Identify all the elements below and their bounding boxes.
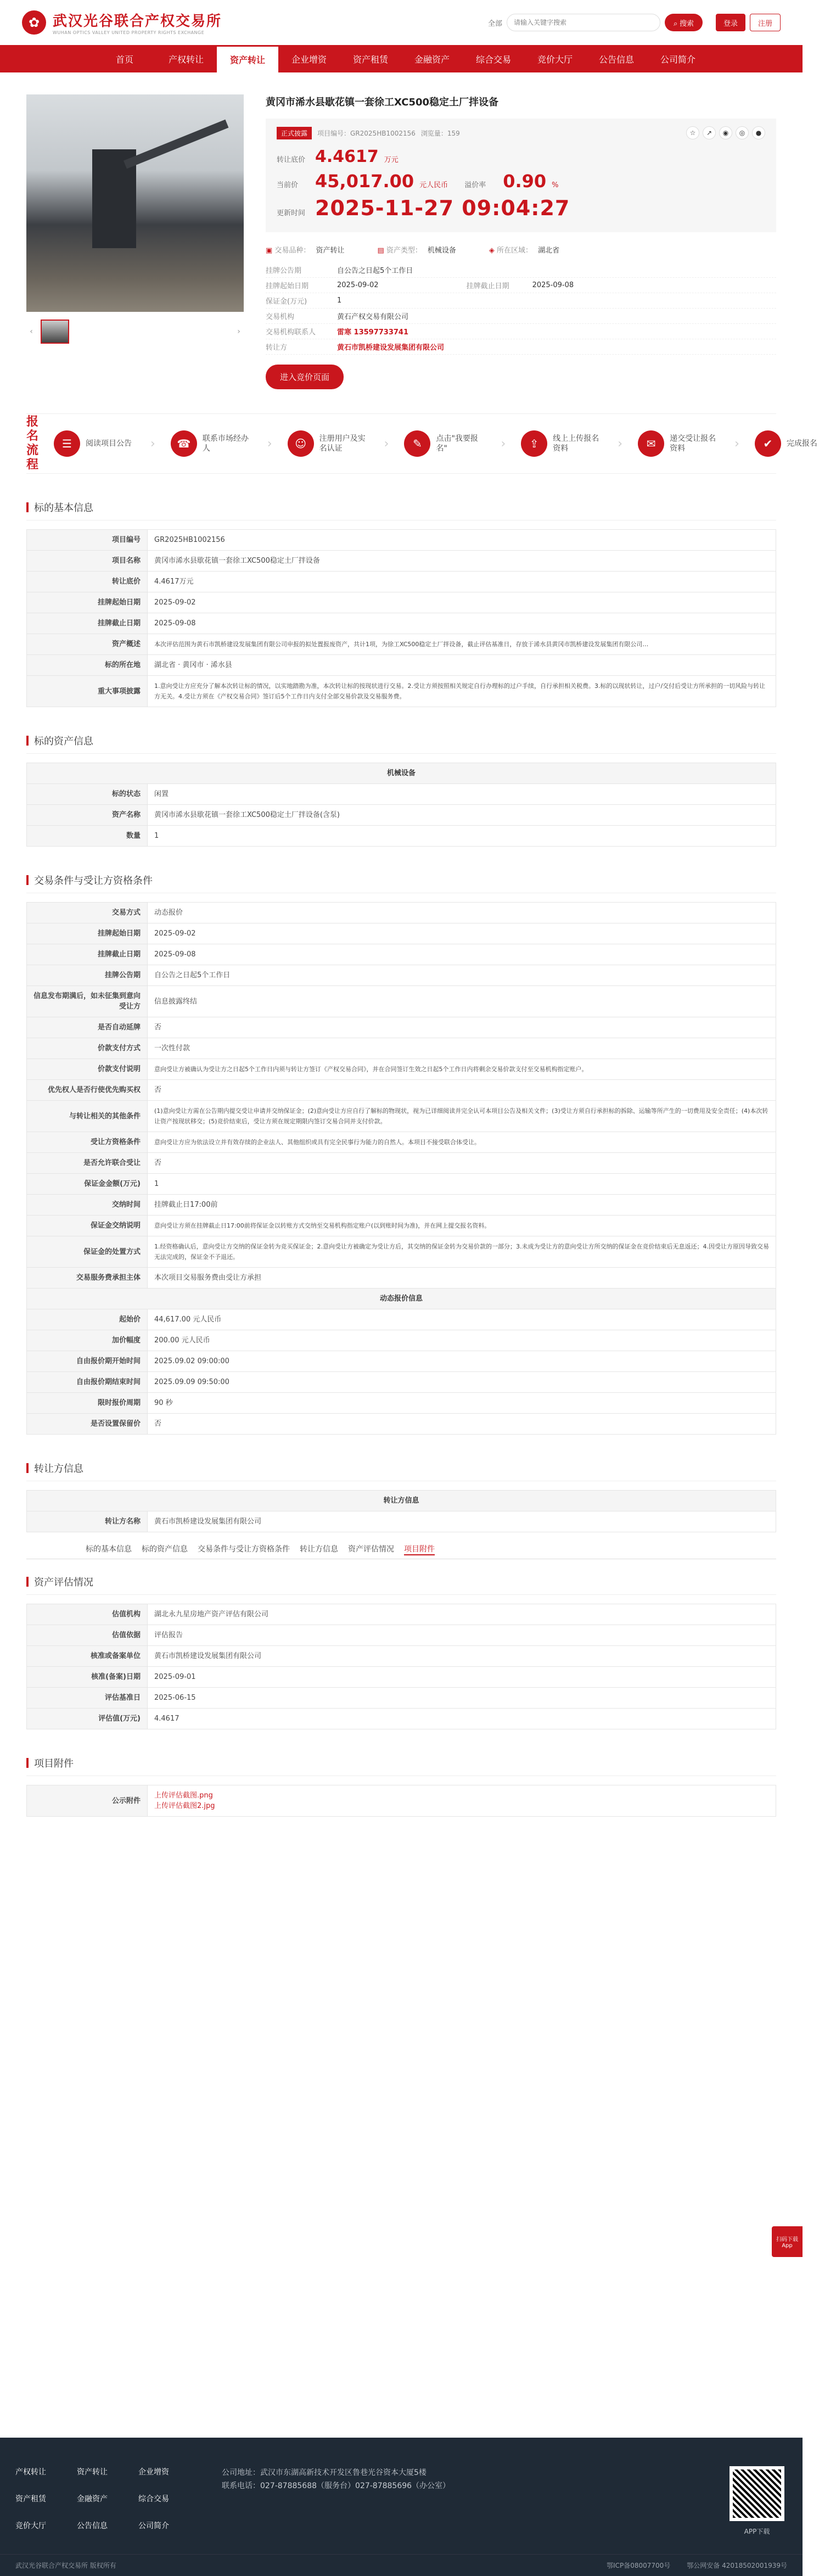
detail-row bbox=[266, 262, 776, 278]
row-value: 2025-09-08 bbox=[148, 613, 776, 634]
row-value: 本次评估范围为黄石市凯桥建设发展集团有限公司申报的拟处置报废资产，共计1项，为徐工XC500稳定土厂拌设备，截止评估基准日，存放于浠水县黄冈市凯桥建设发展集团有限公司… bbox=[148, 634, 776, 655]
row-label: 资产概述 bbox=[27, 634, 148, 655]
row-value: 本次项目交易服务费由受让方承担 bbox=[148, 1268, 776, 1289]
group-title: 动态报价信息 bbox=[27, 1289, 776, 1309]
row-value: (1)意向受让方需在公告期内提交受让申请并交纳保证金；(2)意向受让方应自行了解标的物现状，视为已详细阅读并完全认可本项目公告及相关文件；(3)受让方须自行承担标的拆除、运输等所产生的一切费用及安全责任；(4)本次转让资产按现状移交；(5)竞价结束后，受让方须在规定期限内签订交易合同并支付价款。 bbox=[148, 1101, 776, 1132]
row-value: 2025.09.02 09:00:00 bbox=[148, 1351, 776, 1372]
step-item bbox=[54, 430, 135, 457]
footer-link[interactable]: 金融资产 bbox=[77, 2495, 108, 2504]
table-row bbox=[27, 1017, 776, 1038]
row-label: 挂牌公告期 bbox=[27, 965, 148, 986]
qq-icon[interactable]: ● bbox=[752, 126, 765, 139]
row-value: 1 bbox=[148, 826, 776, 847]
weibo-icon[interactable]: ◎ bbox=[736, 126, 749, 139]
row-value: 否 bbox=[148, 1017, 776, 1038]
section-marker bbox=[26, 502, 29, 512]
copyright: 武汉光谷联合产权交易所 版权所有 bbox=[15, 2562, 116, 2569]
attachment-label: 公示附件 bbox=[27, 1785, 148, 1817]
login-button[interactable]: 登录 bbox=[716, 14, 745, 31]
detail-label: 挂牌截止日期 bbox=[466, 282, 509, 290]
row-label: 估值机构 bbox=[27, 1604, 148, 1625]
table-row bbox=[27, 1101, 776, 1132]
detail-label: 转让方 bbox=[266, 344, 288, 352]
search-button-label: 搜索 bbox=[679, 19, 694, 27]
table-row bbox=[27, 903, 776, 923]
project-details bbox=[266, 262, 776, 355]
table-row bbox=[27, 1195, 776, 1216]
footer-link[interactable]: 综合交易 bbox=[138, 2495, 169, 2504]
reserve-price-unit: 万元 bbox=[384, 156, 399, 164]
section-transferor bbox=[26, 1461, 776, 1532]
asset-info-table bbox=[26, 763, 776, 847]
row-label: 加价幅度 bbox=[27, 1330, 148, 1351]
table-row bbox=[27, 572, 776, 592]
row-label: 资产名称 bbox=[27, 805, 148, 826]
table-row bbox=[27, 1059, 776, 1080]
thumbnail-image[interactable] bbox=[41, 320, 69, 344]
row-value: GR2025HB1002156 bbox=[148, 530, 776, 551]
row-value: 评估报告 bbox=[148, 1625, 776, 1646]
logo-mark-icon: ✿ bbox=[22, 10, 46, 35]
row-value: 2025-09-01 bbox=[148, 1667, 776, 1688]
section-tab[interactable]: 标的基本信息 bbox=[86, 1545, 132, 1554]
top-bar bbox=[0, 0, 803, 45]
detail-value: 1 bbox=[337, 296, 342, 305]
section-title: 交易条件与受让方资格条件 bbox=[34, 875, 153, 887]
row-label: 重大事项披露 bbox=[27, 676, 148, 707]
row-label: 价款支付说明 bbox=[27, 1059, 148, 1080]
section-basic-info bbox=[26, 500, 776, 707]
table-row bbox=[27, 1216, 776, 1236]
detail-label: 挂牌起始日期 bbox=[266, 282, 309, 290]
row-label: 限时报价周期 bbox=[27, 1393, 148, 1414]
current-bid-unit: 元人民币 bbox=[419, 181, 448, 189]
premium-rate: 0.90 bbox=[503, 171, 547, 192]
detail-label: 交易机构联系人 bbox=[266, 328, 316, 337]
row-value: 2025-09-02 bbox=[148, 923, 776, 944]
row-label: 保证金交纳说明 bbox=[27, 1216, 148, 1236]
row-label: 项目编号 bbox=[27, 530, 148, 551]
step-icon: ☺ bbox=[288, 430, 314, 457]
view-count: 浏览量：159 bbox=[420, 129, 460, 137]
detail-value: 雷寒 13597733741 bbox=[337, 328, 409, 337]
table-row bbox=[27, 1393, 776, 1414]
step-item bbox=[521, 430, 602, 457]
table-row bbox=[27, 613, 776, 634]
section-valuation bbox=[26, 1575, 776, 1729]
table-row bbox=[27, 1625, 776, 1646]
trade-type-value: 资产转让 bbox=[316, 247, 345, 255]
nav-item[interactable]: 企业增资 bbox=[291, 54, 327, 65]
update-time: 2025-11-27 09:04:27 bbox=[315, 196, 570, 220]
table-row bbox=[27, 551, 776, 572]
project-meta bbox=[266, 244, 776, 255]
row-value: 意向受让方应为依法设立并有效存续的企业法人、其他组织或具有完全民事行为能力的自然人。本项目不接受联合体受让。 bbox=[148, 1132, 776, 1153]
step-item bbox=[638, 430, 719, 457]
table-row bbox=[27, 805, 776, 826]
table-row bbox=[27, 784, 776, 805]
registration-steps bbox=[26, 413, 817, 474]
step-item bbox=[755, 430, 836, 457]
row-label: 交易服务费承担主体 bbox=[27, 1268, 148, 1289]
asset-type-label: 资产类型： bbox=[386, 247, 422, 255]
row-label: 核准(备案)日期 bbox=[27, 1667, 148, 1688]
table-row bbox=[27, 1268, 776, 1289]
row-label: 交纳时间 bbox=[27, 1195, 148, 1216]
qr-caption: APP下载 bbox=[744, 2528, 770, 2535]
section-tab[interactable]: 转让方信息 bbox=[300, 1545, 338, 1554]
section-tab[interactable]: 标的资产信息 bbox=[142, 1545, 188, 1554]
detail-label: 挂牌公告期 bbox=[266, 267, 302, 275]
group-row bbox=[27, 1289, 776, 1309]
table-row bbox=[27, 655, 776, 676]
detail-value: 黄石市凯桥建设发展集团有限公司 bbox=[337, 344, 445, 352]
table-row bbox=[27, 986, 776, 1017]
search-input[interactable] bbox=[507, 14, 660, 31]
table-row bbox=[27, 1330, 776, 1351]
row-value: 否 bbox=[148, 1153, 776, 1174]
nav-item[interactable]: 公告信息 bbox=[598, 54, 634, 65]
row-value: 意向受让方须在挂牌截止日17:00前将保证金以转账方式交纳至交易机构指定账户(以到账时间为准)，并在网上提交报名资料。 bbox=[148, 1216, 776, 1236]
table-row bbox=[27, 826, 776, 847]
table-row bbox=[27, 944, 776, 965]
detail-label: 保证金(万元) bbox=[266, 298, 307, 306]
row-label: 项目名称 bbox=[27, 551, 148, 572]
row-label: 交易方式 bbox=[27, 903, 148, 923]
table-row bbox=[27, 1414, 776, 1435]
trade-terms-table bbox=[26, 902, 776, 1435]
row-label: 保证金的处置方式 bbox=[27, 1236, 148, 1268]
row-value: 自公告之日起5个工作日 bbox=[148, 965, 776, 986]
logo-name: 武汉光谷联合产权交易所 bbox=[53, 13, 222, 30]
table-row bbox=[27, 1511, 776, 1532]
wechat-icon[interactable]: ◉ bbox=[719, 126, 732, 139]
step-item bbox=[288, 430, 369, 457]
section-marker bbox=[26, 1577, 29, 1587]
step-item bbox=[404, 430, 485, 457]
table-row bbox=[27, 1174, 776, 1195]
section-marker bbox=[26, 1758, 29, 1768]
footer bbox=[0, 2438, 803, 2576]
section-trade-terms bbox=[26, 873, 776, 1435]
location-icon: ◈ bbox=[489, 247, 497, 255]
project-code: 项目编号：GR2025HB1002156 bbox=[317, 129, 416, 137]
bid-label: 当前价 bbox=[277, 181, 299, 189]
row-value: 一次性付款 bbox=[148, 1038, 776, 1059]
row-value: 1 bbox=[148, 1174, 776, 1195]
footer-links bbox=[15, 2466, 200, 2536]
register-button[interactable]: 注册 bbox=[750, 14, 781, 31]
step-icon: ⇪ bbox=[521, 430, 547, 457]
enter-bidding-button[interactable]: 进入竞价页面 bbox=[266, 365, 344, 389]
row-label: 是否设置保留价 bbox=[27, 1414, 148, 1435]
arrow-right-icon: › bbox=[384, 436, 389, 451]
table-row bbox=[27, 1038, 776, 1059]
group-row bbox=[27, 1491, 776, 1511]
table-row bbox=[27, 1236, 776, 1268]
detail-value: 黄石产权交易有限公司 bbox=[337, 313, 409, 321]
step-label: 点击"我要报名" bbox=[436, 434, 478, 453]
image-conveyor bbox=[124, 120, 228, 169]
row-label: 挂牌截止日期 bbox=[27, 613, 148, 634]
row-label: 保证金金额(万元) bbox=[27, 1174, 148, 1195]
section-title: 资产评估情况 bbox=[34, 1577, 93, 1588]
qr-code-icon bbox=[730, 2466, 784, 2521]
step-icon: ✉ bbox=[638, 430, 664, 457]
row-label: 挂牌起始日期 bbox=[27, 923, 148, 944]
row-label: 价款支付方式 bbox=[27, 1038, 148, 1059]
row-value: 信息披露终结 bbox=[148, 986, 776, 1017]
group-row bbox=[27, 763, 776, 784]
nav-item[interactable]: 资产转让 bbox=[217, 45, 278, 72]
row-value: 2025-09-08 bbox=[148, 944, 776, 965]
row-value: 1.意向受让方应充分了解本次转让标的情况，以实地踏勘为准，本次转让标的按现状进行交易。2.受让方须按照相关规定自行办理标的过户手续，自行承担相关税费。3.标的以现状转让，过户/交付后受让方所承担的一切风险与转让方无关。4.受让方须在《产权交易合同》签订后5个工作日内支付全部交易价款及交易服务费。 bbox=[148, 676, 776, 707]
row-value: 黄石市凯桥建设发展集团有限公司 bbox=[148, 1646, 776, 1667]
search-scope[interactable]: 全部 bbox=[488, 19, 503, 28]
row-label: 信息发布期满后，如未征集到意向受让方 bbox=[27, 986, 148, 1017]
table-row bbox=[27, 1604, 776, 1625]
row-label: 是否自动延牌 bbox=[27, 1017, 148, 1038]
row-label: 数量 bbox=[27, 826, 148, 847]
attachment-files bbox=[148, 1785, 776, 1817]
row-value: 湖北省 · 黄冈市 · 浠水县 bbox=[148, 655, 776, 676]
footer-bottom bbox=[0, 2554, 803, 2576]
project-title: 黄冈市浠水县歇花镇一套徐工XC500稳定土厂拌设备 bbox=[266, 97, 499, 108]
row-value: 200.00 元人民币 bbox=[148, 1330, 776, 1351]
asset-type-icon: ▤ bbox=[377, 247, 386, 255]
table-row bbox=[27, 530, 776, 551]
price-label: 转让底价 bbox=[277, 156, 306, 164]
step-label: 线上上传报名资料 bbox=[553, 434, 599, 453]
nav-item[interactable]: 产权转让 bbox=[168, 54, 204, 65]
row-value: 2025.09.09 09:50:00 bbox=[148, 1372, 776, 1393]
row-label: 挂牌起始日期 bbox=[27, 592, 148, 613]
steps-title: 报名流程 bbox=[26, 415, 39, 472]
group-title: 机械设备 bbox=[27, 763, 776, 784]
row-value: 湖北永九星房地产资产评估有限公司 bbox=[148, 1604, 776, 1625]
detail-row bbox=[266, 309, 776, 324]
section-title: 项目附件 bbox=[34, 1758, 74, 1769]
asset-type-value: 机械设备 bbox=[427, 247, 456, 255]
current-bid: 45,017.00 bbox=[315, 171, 414, 192]
nav-item[interactable]: 综合交易 bbox=[475, 54, 511, 65]
attachment-link[interactable]: 上传评估截图.png bbox=[154, 1791, 213, 1800]
table-row bbox=[27, 1646, 776, 1667]
section-tab[interactable]: 交易条件与受让方资格条件 bbox=[198, 1545, 290, 1554]
detail-label: 交易机构 bbox=[266, 313, 295, 321]
arrow-right-icon: › bbox=[267, 436, 272, 451]
row-value: 闲置 bbox=[148, 784, 776, 805]
price-box bbox=[266, 119, 776, 232]
police-link[interactable]: 鄂公网安备 42018502001939号 bbox=[687, 2562, 787, 2569]
row-value: 4.4617 bbox=[148, 1709, 776, 1729]
table-row bbox=[27, 1709, 776, 1729]
nav-item[interactable]: 公司简介 bbox=[660, 54, 695, 65]
nav-item[interactable]: 资产租赁 bbox=[352, 54, 388, 65]
search-button[interactable] bbox=[665, 14, 703, 31]
section-marker bbox=[26, 736, 29, 746]
row-value: 黄冈市浠水县歇花镇一套徐工XC500稳定土厂拌设备 bbox=[148, 551, 776, 572]
main-nav bbox=[0, 45, 803, 72]
row-value: 黄冈市浠水县歇花镇一套徐工XC500稳定土厂拌设备(含泵) bbox=[148, 805, 776, 826]
row-label: 评估值(万元) bbox=[27, 1709, 148, 1729]
detail-row bbox=[266, 339, 776, 355]
table-row bbox=[27, 965, 776, 986]
search-icon: ⌕ bbox=[674, 19, 680, 27]
step-icon: ✎ bbox=[404, 430, 430, 457]
table-row bbox=[27, 1080, 776, 1101]
chevron-left-icon[interactable]: ‹ bbox=[30, 327, 33, 336]
project-hero bbox=[26, 94, 776, 389]
table-row bbox=[27, 1667, 776, 1688]
reserve-price: 4.4617 bbox=[315, 147, 379, 166]
time-label: 更新时间 bbox=[277, 209, 306, 217]
row-label: 转让方名称 bbox=[27, 1511, 148, 1532]
step-icon: ☰ bbox=[54, 430, 80, 457]
trade-type-label: 交易品种： bbox=[274, 247, 311, 255]
footer-address: 公司地址：武汉市东湖高新技术开发区鲁巷光谷资本大厦5楼 bbox=[222, 2468, 427, 2477]
attachment-table bbox=[26, 1785, 776, 1817]
nav-item[interactable]: 首页 bbox=[115, 54, 133, 65]
section-title: 标的资产信息 bbox=[34, 736, 93, 747]
valuation-table bbox=[26, 1604, 776, 1729]
location-label: 所在区域： bbox=[497, 247, 533, 255]
table-row bbox=[27, 923, 776, 944]
section-tab[interactable]: 项目附件 bbox=[404, 1543, 435, 1555]
row-label: 标的状态 bbox=[27, 784, 148, 805]
table-row bbox=[27, 1688, 776, 1709]
share-icon[interactable]: ↗ bbox=[703, 126, 716, 139]
step-item bbox=[171, 430, 252, 457]
footer-contact bbox=[222, 2466, 450, 2536]
section-title: 标的基本信息 bbox=[34, 502, 93, 514]
footer-link[interactable]: 资产租赁 bbox=[15, 2495, 46, 2504]
footer-link[interactable]: 产权转让 bbox=[15, 2468, 46, 2477]
footer-phone: 联系电话：027-87885688（服务台）027-87885696（办公室） bbox=[222, 2482, 451, 2490]
table-row bbox=[27, 1153, 776, 1174]
row-label: 估值依据 bbox=[27, 1625, 148, 1646]
detail-row bbox=[266, 278, 776, 293]
section-marker bbox=[26, 1463, 29, 1473]
row-value: 否 bbox=[148, 1414, 776, 1435]
table-row bbox=[27, 1372, 776, 1393]
row-label: 转让底价 bbox=[27, 572, 148, 592]
star-icon[interactable]: ☆ bbox=[686, 126, 699, 139]
icp-link[interactable]: 鄂ICP备08007700号 bbox=[607, 2562, 671, 2569]
section-tabs bbox=[26, 1540, 776, 1559]
section-marker bbox=[26, 875, 29, 885]
logo-subtitle: WUHAN OPTICS VALLEY UNITED PROPERTY RIGHTS EXCHANGE bbox=[53, 30, 205, 35]
step-label: 注册用户及实名认证 bbox=[319, 434, 366, 453]
row-value: 动态报价 bbox=[148, 903, 776, 923]
row-value: 90 秒 bbox=[148, 1393, 776, 1414]
row-label: 核准或备案单位 bbox=[27, 1646, 148, 1667]
table-row bbox=[27, 676, 776, 707]
row-label: 评估基准日 bbox=[27, 1688, 148, 1709]
group-title: 转让方信息 bbox=[27, 1491, 776, 1511]
row-value: 意向受让方被确认为受让方之日起5个工作日内须与转让方签订《产权交易合同》，并在合同签订生效之日起5个工作日内将剩余交易价款支付至交易机构指定账户。 bbox=[148, 1059, 776, 1080]
transferor-table bbox=[26, 1490, 776, 1532]
step-icon: ☎ bbox=[171, 430, 197, 457]
nav-item[interactable]: 金融资产 bbox=[414, 54, 450, 65]
section-attachments bbox=[26, 1756, 776, 1817]
status-badge: 正式披露 bbox=[277, 127, 312, 139]
row-label: 自由报价期开始时间 bbox=[27, 1351, 148, 1372]
row-value: 1.经资格确认后，意向受让方交纳的保证金转为竞买保证金；2.意向受让方被确定为受让方后，其交纳的保证金转为交易价款的一部分；3.未成为受让方的意向受让方所交纳的保证金在竞价结束后无息返还；4.因受让方原因导致交易无法完成的，保证金不予退还。 bbox=[148, 1236, 776, 1268]
step-label: 联系市场经办人 bbox=[202, 434, 249, 453]
row-value: 4.4617万元 bbox=[148, 572, 776, 592]
section-title: 转让方信息 bbox=[34, 1463, 83, 1475]
row-label: 挂牌截止日期 bbox=[27, 944, 148, 965]
nav-item[interactable]: 竞价大厅 bbox=[537, 54, 573, 65]
row-label: 受让方资格条件 bbox=[27, 1132, 148, 1153]
row-label: 自由报价期结束时间 bbox=[27, 1372, 148, 1393]
project-main-image bbox=[26, 94, 244, 312]
table-row bbox=[27, 1351, 776, 1372]
row-label: 与转让相关的其他条件 bbox=[27, 1101, 148, 1132]
row-value: 44,617.00 元人民币 bbox=[148, 1309, 776, 1330]
attachment-link[interactable]: 上传评估截图2.jpg bbox=[154, 1802, 215, 1810]
row-label: 起始价 bbox=[27, 1309, 148, 1330]
qr-block bbox=[727, 2466, 787, 2536]
search-area bbox=[488, 14, 781, 31]
footer-link[interactable]: 公司简介 bbox=[138, 2522, 169, 2530]
table-row bbox=[27, 1132, 776, 1153]
detail-row bbox=[266, 324, 776, 339]
row-label: 是否允许联合受让 bbox=[27, 1153, 148, 1174]
table-row bbox=[27, 1309, 776, 1330]
arrow-right-icon: › bbox=[618, 436, 623, 451]
basic-info-table bbox=[26, 529, 776, 707]
app-download-float[interactable]: 扫码下载App bbox=[772, 2226, 803, 2257]
trade-type-icon: ▣ bbox=[266, 247, 275, 255]
row-value: 黄石市凯桥建设发展集团有限公司 bbox=[148, 1511, 776, 1532]
row-value: 挂牌截止日17:00前 bbox=[148, 1195, 776, 1216]
row-value: 2025-09-02 bbox=[148, 592, 776, 613]
table-row bbox=[27, 592, 776, 613]
section-asset-info bbox=[26, 733, 776, 847]
detail-row bbox=[266, 293, 776, 309]
step-label: 递交受让报名资料 bbox=[670, 434, 716, 453]
table-row bbox=[27, 634, 776, 655]
chevron-right-icon[interactable]: › bbox=[237, 327, 240, 336]
row-label: 优先权人是否行使优先购买权 bbox=[27, 1080, 148, 1101]
logo[interactable] bbox=[22, 10, 222, 35]
detail-value: 2025-09-02 bbox=[337, 281, 379, 289]
premium-unit: % bbox=[552, 181, 559, 189]
detail-value: 自公告之日起5个工作日 bbox=[337, 267, 413, 275]
step-label: 完成报名 bbox=[786, 439, 817, 448]
step-icon: ✔ bbox=[755, 430, 781, 457]
location-value: 湖北省 bbox=[538, 247, 560, 255]
footer-link[interactable]: 企业增资 bbox=[138, 2468, 169, 2477]
footer-link[interactable]: 资产转让 bbox=[77, 2468, 108, 2477]
footer-link[interactable]: 竞价大厅 bbox=[15, 2522, 46, 2530]
footer-link[interactable]: 公告信息 bbox=[77, 2522, 108, 2530]
premium-label: 溢价率 bbox=[464, 181, 486, 189]
row-label: 标的所在地 bbox=[27, 655, 148, 676]
step-label: 阅读项目公告 bbox=[86, 439, 132, 448]
arrow-right-icon: › bbox=[150, 436, 155, 451]
row-value: 否 bbox=[148, 1080, 776, 1101]
arrow-right-icon: › bbox=[734, 436, 739, 451]
row-value: 2025-06-15 bbox=[148, 1688, 776, 1709]
thumbnail-strip bbox=[26, 320, 244, 344]
detail-value: 2025-09-08 bbox=[532, 281, 574, 289]
arrow-right-icon: › bbox=[501, 436, 506, 451]
section-tab[interactable]: 资产评估情况 bbox=[348, 1545, 394, 1554]
